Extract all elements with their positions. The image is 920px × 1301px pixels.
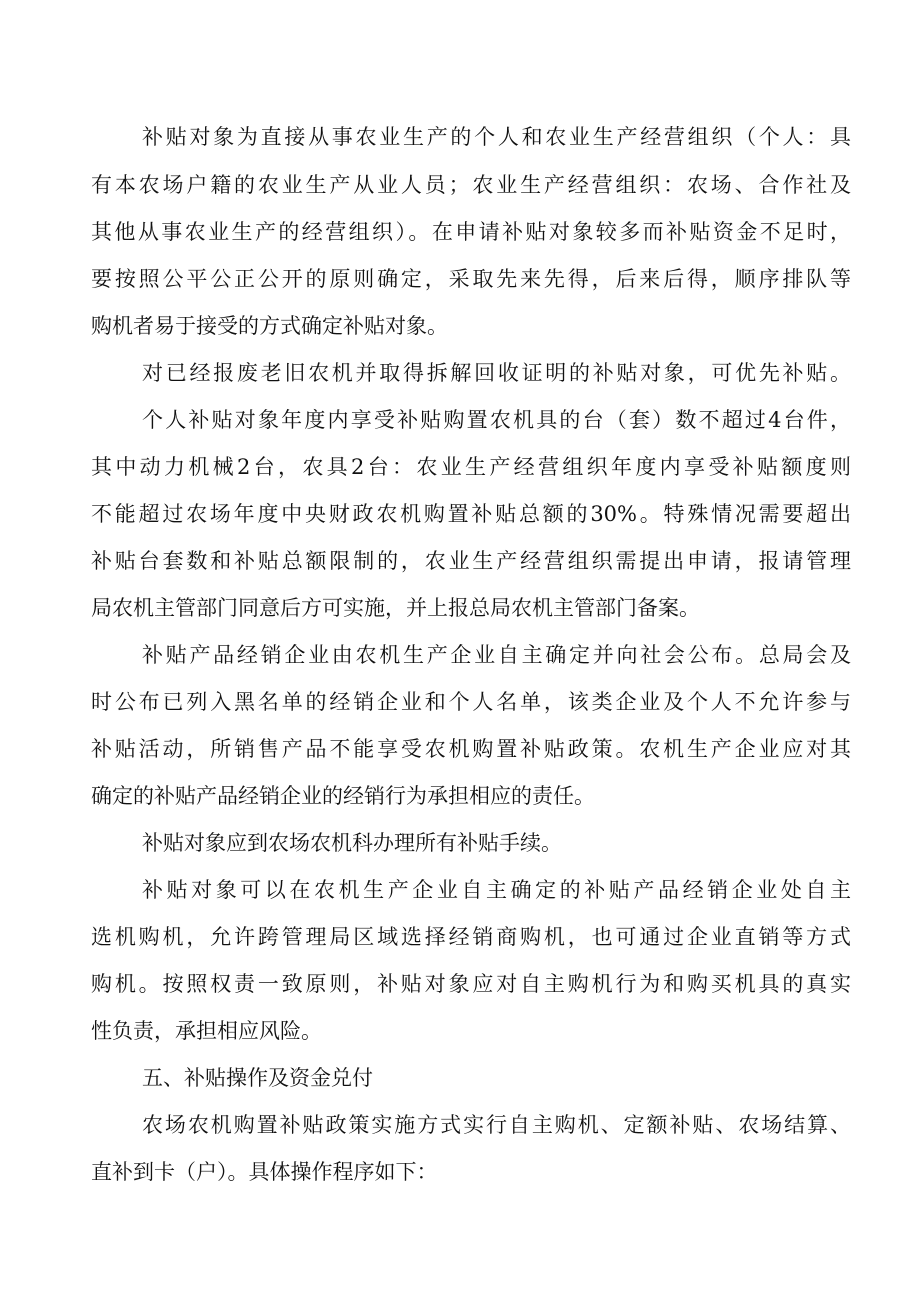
text-line: 个人补贴对象年度内享受补贴购置农机具的台（套）数不超过4台件， [142, 408, 851, 432]
text-line: 局农机主管部门同意后方可实施，并上报总局农机主管部门备案。 [91, 596, 700, 620]
text-line: 补贴活动，所销售产品不能享受农机购置补贴政策。农机生产企业应对其 [91, 737, 851, 761]
text-line: 补贴产品经销企业由农机生产企业自主确定并向社会公布。总局会及 [142, 643, 851, 667]
text-line: 购机者易于接受的方式确定补贴对象。 [91, 314, 448, 338]
text-line: 其他从事农业生产的经营组织）。在申请补贴对象较多而补贴资金不足时， [91, 220, 851, 244]
text-line: 直补到卡（户）。具体操作程序如下： [91, 1160, 438, 1184]
text-line: 农场农机购置补贴政策实施方式实行自主购机、定额补贴、农场结算、 [142, 1113, 851, 1137]
text-line: 对已经报废老旧农机并取得拆解回收证明的补贴对象，可优先补贴。 [142, 361, 851, 385]
text-line: 不能超过农场年度中央财政农机购置补贴总额的30%。特殊情况需要超出 [91, 502, 851, 526]
section-heading: 五、补贴操作及资金兑付 [142, 1066, 373, 1090]
text-line: 其中动力机械2台，农具2台：农业生产经营组织年度内享受补贴额度则 [91, 455, 851, 479]
text-line: 补贴台套数和补贴总额限制的，农业生产经营组织需提出申请，报请管理 [91, 549, 851, 573]
text-line: 要按照公平公正公开的原则确定，采取先来先得，后来后得，顺序排队等 [91, 267, 851, 291]
text-line: 确定的补贴产品经销企业的经销行为承担相应的责任。 [91, 784, 595, 808]
text-line: 性负责，承担相应风险。 [91, 1019, 322, 1043]
text-line: 选机购机，允许跨管理局区域选择经销商购机，也可通过企业直销等方式 [91, 925, 851, 949]
text-line: 购机。按照权责一致原则，补贴对象应对自主购机行为和购买机具的真实 [91, 972, 851, 996]
text-line: 补贴对象可以在农机生产企业自主确定的补贴产品经销企业处自主 [142, 878, 851, 902]
text-line: 补贴对象应到农场农机科办理所有补贴手续。 [142, 831, 562, 855]
text-line: 时公布已列入黑名单的经销企业和个人名单，该类企业及个人不允许参与 [91, 690, 851, 714]
text-line: 有本农场户籍的农业生产从业人员；农业生产经营组织：农场、合作社及 [91, 173, 851, 197]
text-line: 补贴对象为直接从事农业生产的个人和农业生产经营组织（个人：具 [142, 125, 851, 149]
